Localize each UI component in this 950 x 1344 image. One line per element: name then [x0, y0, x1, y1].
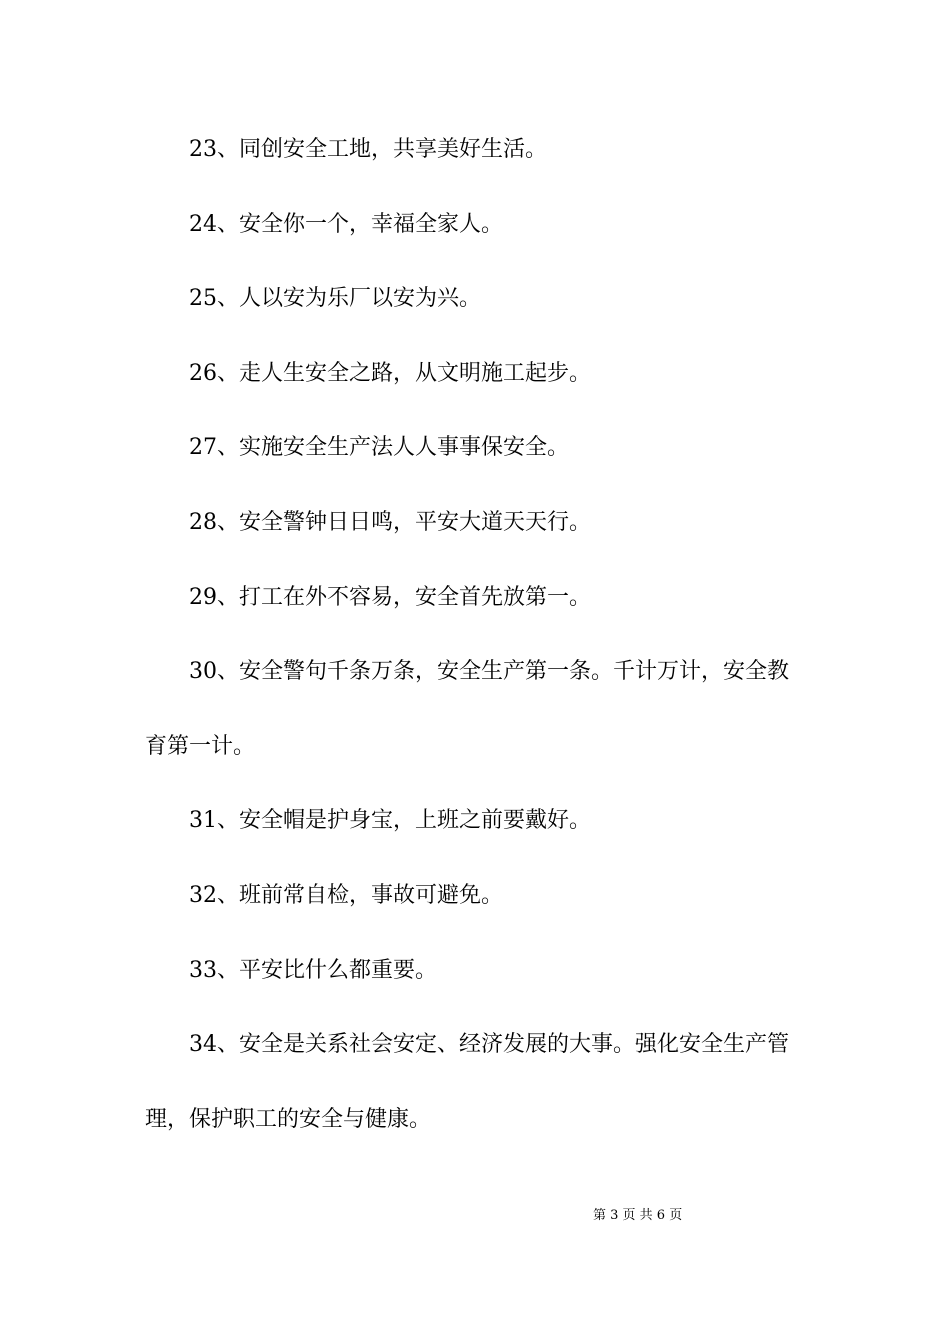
slogan-line: 26、走人生安全之路，从文明施工起步。	[189, 360, 591, 386]
slogan-line: 33、平安比什么都重要。	[189, 957, 437, 983]
slogan-line: 23、同创安全工地，共享美好生活。	[189, 137, 547, 162]
slogan-line-continuation: 理，保护职工的安全与健康。	[145, 1106, 432, 1132]
slogan-line: 28、安全警钟日日鸣，平安大道天天行。	[189, 509, 591, 535]
slogan-line: 34、安全是关系社会安定、经济发展的大事。强化安全生产管	[189, 1032, 789, 1058]
document-body	[145, 131, 813, 1175]
slogan-line: 32、班前常自检，事故可避免。	[189, 882, 503, 908]
slogan-line: 29、打工在外不容易，安全首先放第一。	[189, 584, 591, 610]
slogan-line: 24、安全你一个，幸福全家人。	[189, 211, 503, 237]
slogan-line: 31、安全帽是护身宝，上班之前要戴好。	[189, 808, 591, 834]
page-number: 第 3 页 共 6 页	[593, 1208, 683, 1223]
slogan-line: 25、人以安为乐厂以安为兴。	[189, 286, 481, 312]
slogan-line-continuation: 育第一计。	[145, 733, 256, 759]
slogan-line: 30、安全警句千条万条，安全生产第一条。千计万计，安全教	[189, 659, 789, 685]
slogan-line: 27、实施安全生产法人人事事保安全。	[189, 435, 569, 461]
